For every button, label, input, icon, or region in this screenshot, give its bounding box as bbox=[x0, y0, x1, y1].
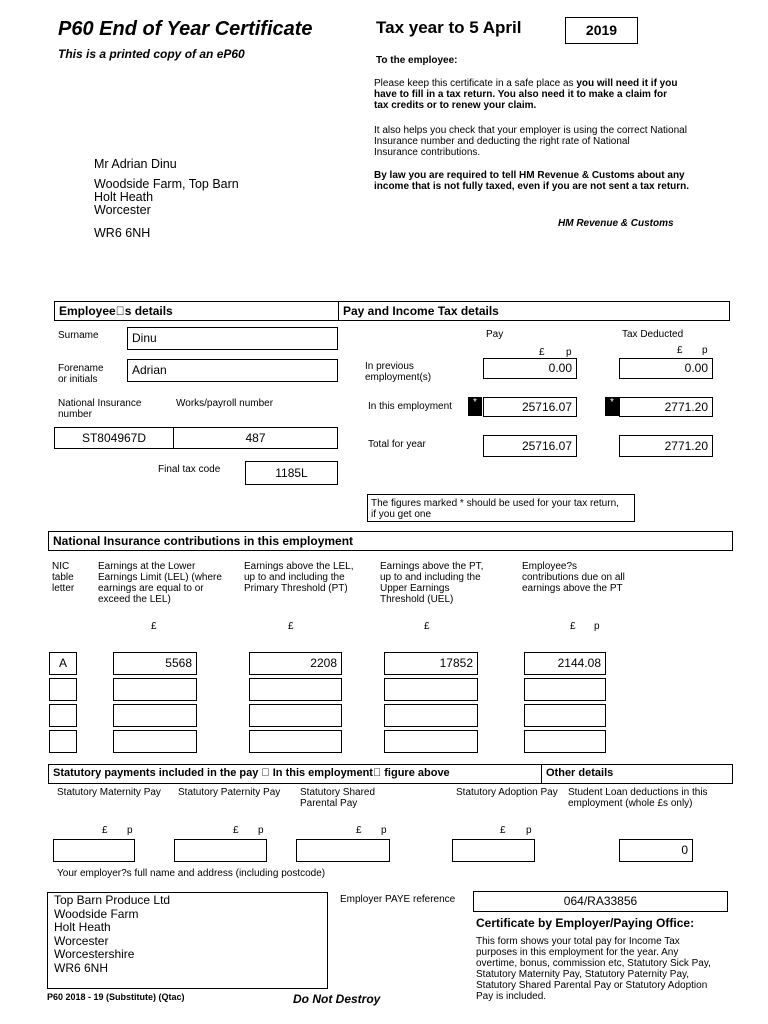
nic-contrib-field: 2144.08 bbox=[524, 652, 606, 675]
nic-letter-field-empty bbox=[49, 678, 77, 701]
student-loan-label bbox=[568, 787, 708, 809]
nic-col5-line: Employee?s bbox=[522, 561, 578, 572]
notice-p2-line2: Insurance number and deducting the right rate of National bbox=[374, 136, 630, 147]
nic-col-lel-header bbox=[98, 561, 222, 605]
employer-address-line: Holt Heath bbox=[54, 920, 111, 934]
total-for-year-label: Total for year bbox=[368, 439, 426, 450]
sap-pound: £ bbox=[500, 825, 506, 836]
paye-reference-field: 064/RA33856 bbox=[473, 891, 728, 912]
certificate-line: Statutory Maternity Pay, Statutory Paternity Pay, bbox=[476, 969, 690, 980]
ni-label-1: National Insurance bbox=[58, 398, 142, 409]
notice-p1-normal: Please keep this certificate in a safe place as bbox=[374, 78, 577, 89]
address-line-1: Woodside Farm, Top Barn bbox=[94, 177, 239, 191]
tax-pound-sign: £ bbox=[677, 345, 683, 356]
shpp-field bbox=[296, 839, 390, 862]
notice-signature: HM Revenue & Customs bbox=[558, 218, 674, 229]
nic-letter-value: A bbox=[59, 656, 68, 670]
pay-pence-sign: p bbox=[566, 347, 572, 358]
spp-pence: p bbox=[258, 825, 264, 836]
this-pay-field: 25716.07 bbox=[483, 397, 577, 417]
nic-col3-line: up to and including the bbox=[244, 572, 345, 583]
spp-label: Statutory Paternity Pay bbox=[178, 787, 281, 798]
tax-code-field: 1185L bbox=[245, 461, 338, 485]
paye-reference-label: Employer PAYE reference bbox=[340, 894, 456, 905]
nic-uel-field-empty bbox=[384, 730, 478, 753]
notice-p2-line1: It also helps you check that your employer is using the correct National bbox=[374, 125, 687, 136]
surname-value: Dinu bbox=[132, 331, 157, 345]
forename-label bbox=[58, 363, 104, 385]
notice-to-employee: To the employee: bbox=[376, 55, 458, 66]
tax-pence-sign: p bbox=[702, 345, 708, 356]
certificate-line: overtime, bonus, commission etc, Statutory Sick Pay, bbox=[476, 958, 711, 969]
shpp-label-1: Statutory Shared bbox=[300, 787, 376, 798]
previous-label-2: employment(s) bbox=[365, 372, 432, 383]
smp-field bbox=[53, 839, 135, 862]
ni-number-label bbox=[58, 398, 141, 420]
nic-heading: National Insurance contributions in this employment bbox=[48, 531, 733, 551]
notice-p1-bold: you will need it if you bbox=[576, 78, 678, 89]
nic-uel-field-empty bbox=[384, 704, 478, 727]
nic-col3-line: Earnings above the LEL, bbox=[244, 561, 354, 572]
pay-tax-heading: Pay and Income Tax details bbox=[338, 301, 730, 321]
notice-paragraph-1 bbox=[374, 78, 677, 111]
employer-address-line: Woodside Farm bbox=[54, 906, 139, 921]
nic-letter-field-empty bbox=[49, 704, 77, 727]
forename-value: Adrian bbox=[132, 363, 167, 377]
student-loan-field: 0 bbox=[619, 839, 693, 862]
nic-col2-line: exceed the LEL) bbox=[98, 594, 171, 605]
employee-address bbox=[94, 157, 239, 240]
employer-address-line: Worcester bbox=[54, 933, 109, 948]
forename-field bbox=[127, 359, 338, 382]
nic-col-letter-header bbox=[52, 561, 74, 594]
previous-employment-label bbox=[365, 361, 431, 383]
nic-col-contrib-header bbox=[522, 561, 625, 594]
student-loan-label-2: employment (whole £s only) bbox=[568, 798, 693, 809]
notice-p2-line3: Insurance contributions. bbox=[374, 147, 481, 158]
tax-return-note bbox=[367, 494, 635, 522]
nic-letter-field bbox=[49, 652, 77, 675]
notice-p1-line2: have to fill in a tax return. You also need it to make a claim for bbox=[374, 89, 668, 100]
smp-label: Statutory Maternity Pay bbox=[57, 787, 161, 798]
pay-pound-sign: £ bbox=[539, 347, 545, 358]
certificate-text bbox=[476, 936, 711, 1002]
page-title: P60 End of Year Certificate bbox=[58, 18, 313, 40]
employer-address-label: Your employer?s full name and address (including postcode) bbox=[57, 868, 326, 879]
works-number-label: Works/payroll number bbox=[176, 398, 274, 409]
total-pay-field: 25716.07 bbox=[483, 435, 577, 457]
notice-paragraph-3 bbox=[374, 170, 689, 192]
this-tax-star-marker: * bbox=[605, 397, 619, 416]
nic-pt-field-empty bbox=[249, 678, 342, 701]
student-loan-label-1: Student Loan deductions in this bbox=[568, 787, 708, 798]
address-line-3: Worcester bbox=[94, 203, 151, 217]
nic-pt-field-empty bbox=[249, 704, 342, 727]
employer-address-line: WR6 6NH bbox=[54, 960, 109, 975]
tax-return-note-2: if you get one bbox=[371, 509, 432, 520]
surname-field bbox=[127, 327, 338, 350]
notice-p3-line2: income that is not fully taxed, even if you are not sent a tax return. bbox=[374, 181, 690, 192]
nic-col-uel-header bbox=[380, 561, 483, 605]
nic-pt-pound: £ bbox=[288, 621, 294, 632]
this-employment-label: In this employment bbox=[368, 401, 452, 412]
spp-pound: £ bbox=[233, 825, 239, 836]
nic-col-pt-header bbox=[244, 561, 354, 594]
surname-label: Surname bbox=[58, 330, 99, 341]
nic-col5-line: earnings above the PT bbox=[522, 583, 623, 594]
form-identifier: P60 2018 - 19 (Substitute) (Qtac) bbox=[47, 992, 185, 1002]
smp-pound: £ bbox=[102, 825, 108, 836]
sap-field bbox=[452, 839, 535, 862]
statutory-heading: Statutory payments included in the pay   In this employment  figure above bbox=[48, 764, 542, 784]
forename-label-1: Forename bbox=[58, 363, 104, 374]
spp-field bbox=[174, 839, 267, 862]
nic-lel-field-empty bbox=[113, 704, 197, 727]
tax-year-label: Tax year to 5 April bbox=[376, 18, 522, 37]
shpp-label-2: Parental Pay bbox=[300, 798, 358, 809]
nic-contrib-pence: p bbox=[594, 621, 600, 632]
nic-col2-line: Earnings Limit (LEL) (where bbox=[98, 572, 222, 583]
nic-contrib-field-empty bbox=[524, 730, 606, 753]
nic-lel-field: 5568 bbox=[113, 652, 197, 675]
previous-pay-field: 0.00 bbox=[483, 358, 577, 379]
address-postcode: WR6 6NH bbox=[94, 226, 151, 240]
nic-col4-line: up to and including the bbox=[380, 572, 481, 583]
employer-address-box bbox=[47, 892, 328, 989]
notice-paragraph-2 bbox=[374, 125, 687, 158]
notice-p1-line3: tax credits or to renew your claim. bbox=[374, 100, 537, 111]
employer-address-line: Worcestershire bbox=[54, 947, 135, 961]
shpp-label bbox=[300, 787, 375, 809]
nic-col3-line: Primary Threshold (PT) bbox=[244, 583, 348, 594]
nic-uel-field: 17852 bbox=[384, 652, 478, 675]
employer-address-line: Top Barn Produce Ltd bbox=[54, 893, 171, 907]
nic-col4-line: Upper Earnings bbox=[380, 583, 450, 594]
shpp-pence: p bbox=[381, 825, 387, 836]
nic-col5-line: contributions due on all bbox=[522, 572, 625, 583]
tax-column-header: Tax Deducted bbox=[622, 329, 684, 340]
tax-return-note-1: The figures marked * should be used for your tax return, bbox=[371, 498, 619, 509]
certificate-line: Statutory Shared Parental Pay or Statutory Adoption bbox=[476, 980, 708, 991]
nic-col1-line: NIC bbox=[52, 561, 70, 572]
employee-name: Mr Adrian Dinu bbox=[94, 157, 177, 171]
nic-lel-pound: £ bbox=[151, 621, 157, 632]
sap-pence: p bbox=[526, 825, 532, 836]
certificate-line: purposes in this employment for the year. Any bbox=[476, 947, 679, 958]
nic-col4-line: Threshold (UEL) bbox=[380, 594, 454, 605]
this-pay-star-marker: * bbox=[468, 397, 482, 416]
nic-uel-pound: £ bbox=[424, 621, 430, 632]
total-tax-field: 2771.20 bbox=[619, 435, 713, 457]
forename-label-2: or initials bbox=[58, 374, 98, 385]
employee-details-heading: Employee s details bbox=[54, 301, 339, 321]
works-number-field: 487 bbox=[173, 427, 338, 449]
notice-p3-line1: By law you are required to tell HM Revenue & Customs about any bbox=[374, 170, 685, 181]
ni-number-field: ST804967D bbox=[54, 427, 174, 449]
other-details-heading: Other details bbox=[541, 764, 733, 784]
nic-lel-field-empty bbox=[113, 730, 197, 753]
tax-code-label: Final tax code bbox=[158, 464, 221, 475]
tax-year-box: 2019 bbox=[565, 17, 638, 44]
smp-pence: p bbox=[127, 825, 133, 836]
ni-label-2: number bbox=[58, 409, 92, 420]
nic-col1-line: table bbox=[52, 572, 74, 583]
nic-pt-field: 2208 bbox=[249, 652, 342, 675]
previous-label-1: In previous bbox=[365, 361, 414, 372]
shpp-pound: £ bbox=[356, 825, 362, 836]
nic-lel-field-empty bbox=[113, 678, 197, 701]
nic-uel-field-empty bbox=[384, 678, 478, 701]
nic-col1-line: letter bbox=[52, 583, 75, 594]
do-not-destroy: Do Not Destroy bbox=[293, 992, 381, 1006]
pay-column-header: Pay bbox=[486, 329, 504, 340]
nic-letter-field-empty bbox=[49, 730, 77, 753]
previous-tax-field: 0.00 bbox=[619, 358, 713, 379]
certificate-line: This form shows your total pay for Income Tax bbox=[476, 936, 680, 947]
page-subtitle: This is a printed copy of an eP60 bbox=[58, 47, 245, 61]
certificate-heading: Certificate by Employer/Paying Office: bbox=[476, 916, 695, 930]
address-line-2: Holt Heath bbox=[94, 190, 154, 204]
certificate-line: Pay is included. bbox=[476, 991, 547, 1002]
nic-col2-line: Earnings at the Lower bbox=[98, 561, 196, 572]
nic-col2-line: earnings are equal to or bbox=[98, 583, 204, 594]
nic-contrib-pound: £ bbox=[570, 621, 576, 632]
nic-contrib-field-empty bbox=[524, 704, 606, 727]
nic-col4-line: Earnings above the PT, bbox=[380, 561, 484, 572]
nic-pt-field-empty bbox=[249, 730, 342, 753]
nic-contrib-field-empty bbox=[524, 678, 606, 701]
this-tax-field: 2771.20 bbox=[619, 397, 713, 417]
sap-label: Statutory Adoption Pay bbox=[456, 787, 558, 798]
